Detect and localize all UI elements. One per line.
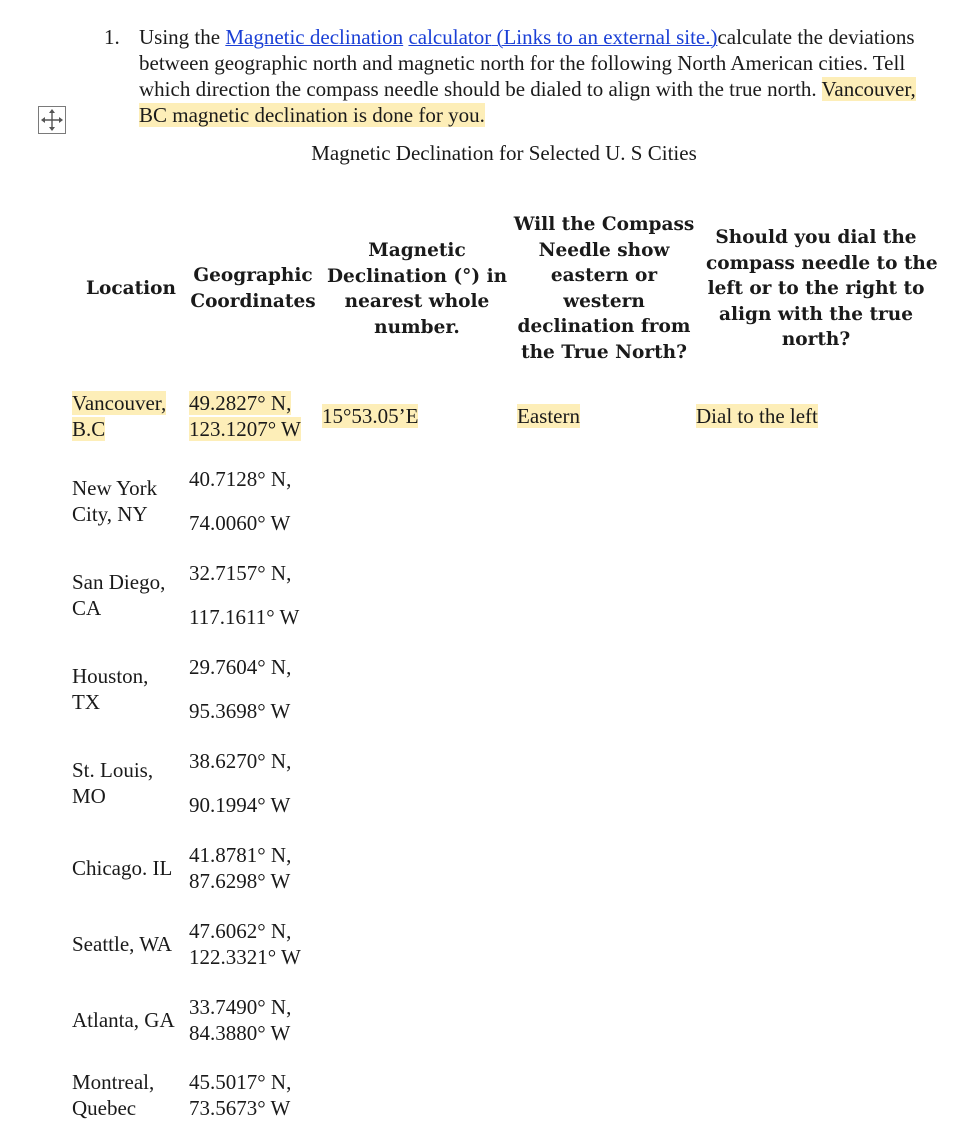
row-lat: 40.7128° N, bbox=[189, 467, 292, 491]
row-lon: 90.1994° W bbox=[189, 793, 291, 817]
question-highlight: Vancouver, BC magnetic declination is done for you. bbox=[139, 77, 916, 127]
calculator-link[interactable]: calculator bbox=[408, 25, 492, 49]
header-direction: Will the Compass Needle show eastern or western declination from the True North? bbox=[513, 214, 695, 363]
row-coordinates: 41.8781° N, 87.6298° W bbox=[189, 843, 292, 893]
header-declination: Magnetic Declination (°) in nearest whole number. bbox=[327, 240, 508, 338]
row-coordinates: 33.7490° N, 84.3880° W bbox=[189, 995, 292, 1045]
question-number: 1. bbox=[104, 25, 120, 49]
header-dial: Should you dial the compass needle to the left or to the right to align with the true north? bbox=[706, 227, 938, 351]
row-location: Houston, TX bbox=[72, 664, 149, 714]
row-location: San Diego, CA bbox=[72, 570, 166, 620]
row-vancouver-declination: 15°53.05’E bbox=[322, 404, 419, 428]
magnetic-declination-link[interactable]: Magnetic declination bbox=[225, 25, 404, 49]
row-location: Chicago. IL bbox=[72, 856, 173, 880]
question-intro: Using the bbox=[139, 25, 226, 49]
row-lon: 117.1611° W bbox=[189, 605, 300, 629]
row-vancouver-dial: Dial to the left bbox=[696, 404, 818, 428]
question-text bbox=[139, 24, 939, 128]
row-lat: 32.7157° N, bbox=[189, 561, 292, 585]
row-location: St. Louis, MO bbox=[72, 758, 154, 808]
move-arrows-icon bbox=[39, 107, 65, 133]
row-coordinates: 45.5017° N, 73.5673° W bbox=[189, 1070, 292, 1120]
row-lat: 29.7604° N, bbox=[189, 655, 292, 679]
row-lon: 74.0060° W bbox=[189, 511, 291, 535]
question-body: calculate the deviations between geographic north and magnetic north for the following North American cities. Tell which direction the compass needle should be dialed to align with the true north. bbox=[139, 25, 915, 101]
header-location: Location bbox=[86, 278, 176, 299]
row-vancouver-direction: Eastern bbox=[517, 404, 580, 428]
row-location: Seattle, WA bbox=[72, 932, 172, 956]
header-coordinates: Geographic Coordinates bbox=[190, 265, 316, 312]
row-lon: 95.3698° W bbox=[189, 699, 291, 723]
external-site-link[interactable]: (Links to an external site.) bbox=[491, 25, 718, 49]
table-move-handle[interactable] bbox=[38, 106, 66, 134]
row-location: Montreal, Quebec bbox=[72, 1070, 155, 1120]
row-lat: 38.6270° N, bbox=[189, 749, 292, 773]
row-location: Atlanta, GA bbox=[72, 1008, 175, 1032]
row-vancouver-coordinates: 49.2827° N, 123.1207° W bbox=[189, 391, 301, 441]
row-coordinates: 47.6062° N, 122.3321° W bbox=[189, 919, 301, 969]
table-caption: Magnetic Declination for Selected U. S Cities bbox=[311, 141, 697, 165]
row-vancouver-location: Vancouver, B.C bbox=[72, 391, 167, 441]
row-location: New York City, NY bbox=[72, 476, 158, 526]
